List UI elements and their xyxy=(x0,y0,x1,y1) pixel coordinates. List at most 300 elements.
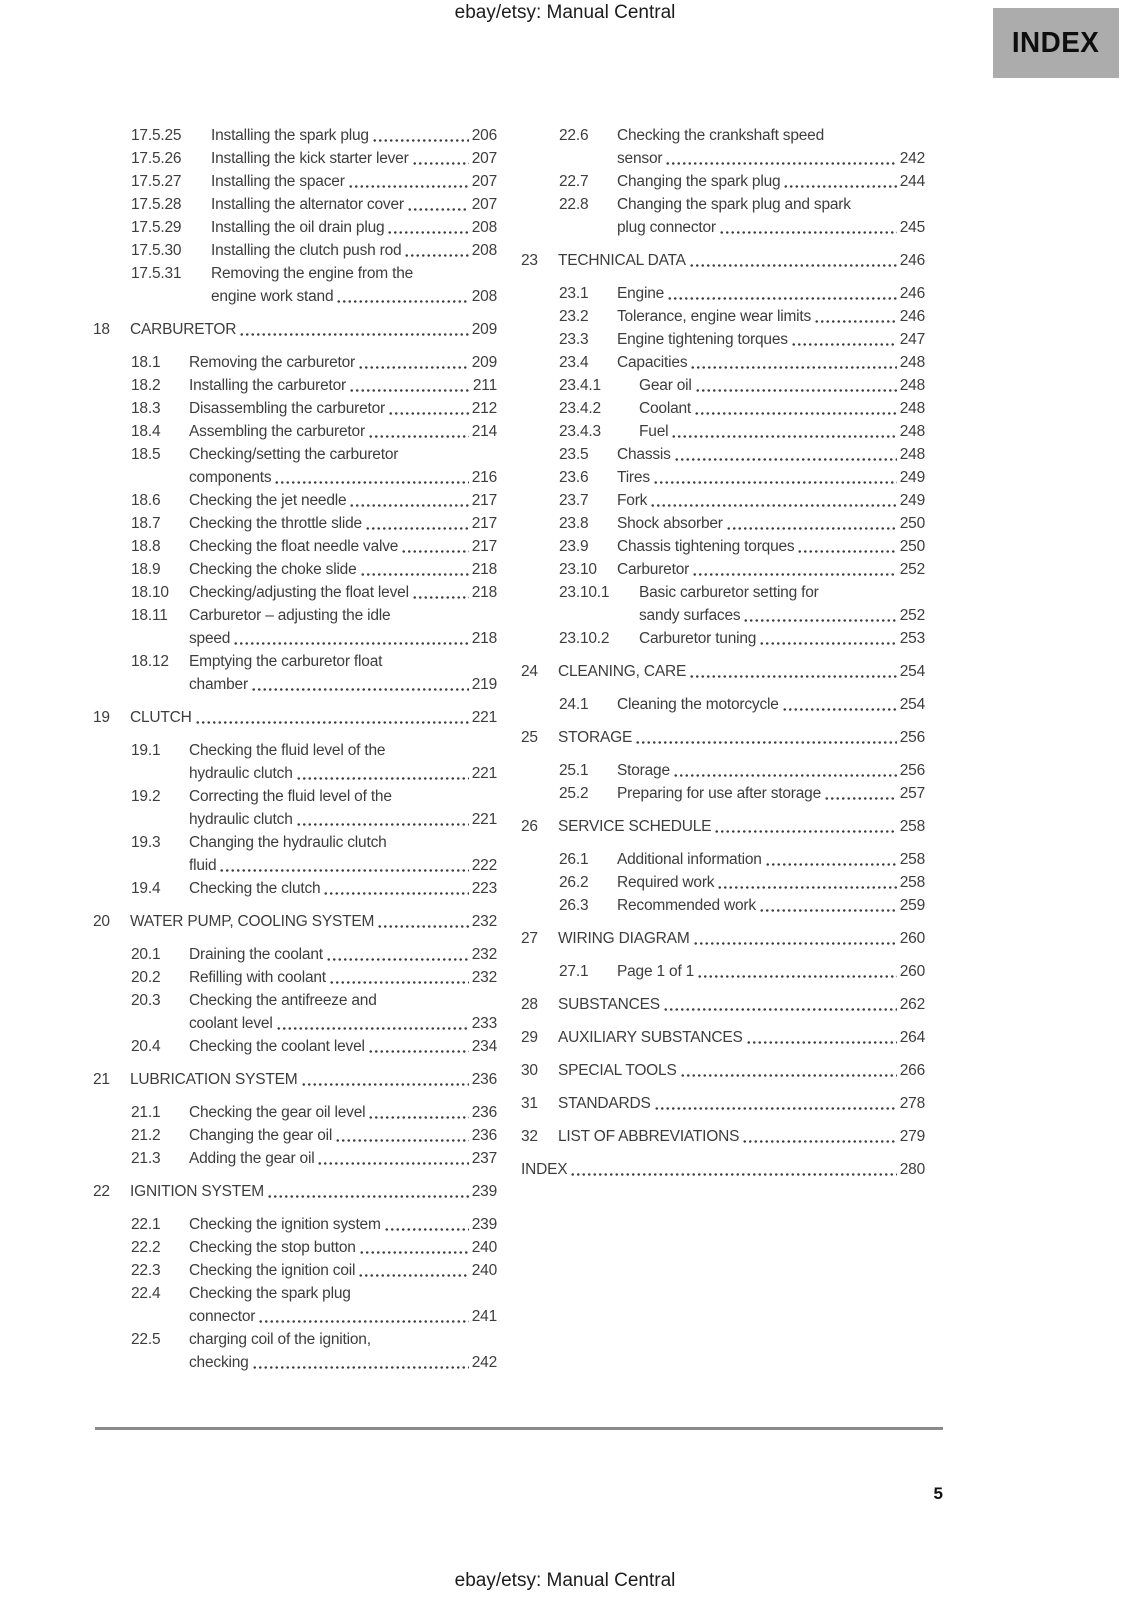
toc-columns xyxy=(93,124,925,1374)
toc-entry-body xyxy=(617,124,925,170)
toc-entry-title: LUBRICATION SYSTEM xyxy=(130,1071,298,1088)
toc-entry-body xyxy=(189,374,497,397)
dot-leader xyxy=(673,774,897,777)
toc-entry-number: 20.1 xyxy=(131,946,161,963)
toc-entry-lastline xyxy=(558,1125,925,1148)
toc-entry-row xyxy=(93,351,497,374)
toc-entry-number: 21 xyxy=(93,1071,110,1088)
toc-entry-body xyxy=(558,927,925,950)
toc-entry-body xyxy=(617,558,925,581)
toc-page-number: 239 xyxy=(471,1183,497,1200)
toc-entry-body xyxy=(211,124,497,147)
toc-entry-lastline xyxy=(189,351,497,374)
toc-entry-title: Changing the gear oil xyxy=(189,1127,333,1144)
toc-page-number: 278 xyxy=(899,1095,925,1112)
dot-leader xyxy=(387,231,468,234)
toc-page-number: 258 xyxy=(899,851,925,868)
toc-entry-number: 26 xyxy=(521,818,538,835)
toc-entry-title-line: Removing the engine from the xyxy=(211,265,414,282)
dot-leader xyxy=(765,863,897,866)
dot-leader xyxy=(372,139,469,142)
toc-entry-row xyxy=(521,282,925,305)
dot-leader xyxy=(317,1162,468,1165)
toc-entry-title: Capacities xyxy=(617,354,688,371)
toc-entry-row xyxy=(93,558,497,581)
toc-entry-title: INDEX xyxy=(521,1161,568,1178)
dot-leader xyxy=(650,504,897,507)
toc-entry-row xyxy=(521,466,925,489)
toc-page-number: 236 xyxy=(471,1104,497,1121)
dot-leader xyxy=(667,297,897,300)
toc-entry-lastline xyxy=(639,397,925,420)
dot-leader xyxy=(251,688,469,691)
toc-entry-body xyxy=(189,443,497,489)
toc-entry-number: 18.8 xyxy=(131,538,161,555)
toc-entry-lastline xyxy=(617,871,925,894)
toc-entry-number: 19 xyxy=(93,709,110,726)
dot-leader xyxy=(743,619,896,622)
toc-entry-row xyxy=(93,1236,497,1259)
toc-entry-title: Chassis xyxy=(617,446,671,463)
toc-entry-lastline xyxy=(189,1147,497,1170)
toc-chapter-row xyxy=(521,1059,925,1082)
toc-entry-row xyxy=(93,604,497,650)
toc-page-number: 232 xyxy=(471,969,497,986)
toc-entry-body xyxy=(189,420,497,443)
toc-page-number: 260 xyxy=(899,930,925,947)
toc-entry-row xyxy=(93,943,497,966)
toc-entry-lastline xyxy=(189,1124,497,1147)
toc-entry-number: 18.10 xyxy=(131,584,169,601)
toc-chapter-row xyxy=(521,1125,925,1148)
dot-leader xyxy=(348,185,469,188)
dot-leader xyxy=(258,1320,468,1323)
footer-title: ebay/etsy: Manual Central xyxy=(454,1570,676,1591)
toc-entry-title-line: Changing the hydraulic clutch xyxy=(189,834,387,851)
toc-entry-title: Checking the choke slide xyxy=(189,561,357,578)
toc-entry-title: components xyxy=(189,469,272,486)
toc-page-number: 246 xyxy=(899,252,925,269)
toc-entry-body xyxy=(189,1236,497,1259)
toc-entry-lastline xyxy=(617,759,925,782)
toc-entry-lastline xyxy=(617,466,925,489)
toc-entry-lastline xyxy=(617,960,925,983)
dot-leader xyxy=(665,162,896,165)
toc-page-number: 233 xyxy=(471,1015,497,1032)
toc-page-number: 221 xyxy=(471,709,497,726)
toc-page-number: 248 xyxy=(899,377,925,394)
toc-entry-body xyxy=(189,1259,497,1282)
toc-entry-title: Chassis tightening torques xyxy=(617,538,795,555)
toc-entry-row xyxy=(93,1124,497,1147)
toc-entry-lastline xyxy=(189,1351,497,1374)
toc-entry-lastline xyxy=(130,1180,497,1203)
dot-leader xyxy=(695,389,897,392)
toc-entry-number: 23.6 xyxy=(559,469,589,486)
dot-leader xyxy=(358,1274,468,1277)
toc-page-number: 244 xyxy=(899,173,925,190)
toc-entry-number: 22.4 xyxy=(131,1285,161,1302)
toc-entry-row xyxy=(521,693,925,716)
toc-entry-title: Engine tightening torques xyxy=(617,331,788,348)
dot-leader xyxy=(782,708,897,711)
toc-entry-number: 23.8 xyxy=(559,515,589,532)
toc-entry-body xyxy=(211,262,497,308)
toc-entry-number: 23.4.3 xyxy=(559,423,601,440)
dot-leader xyxy=(359,1251,469,1254)
dot-leader xyxy=(301,1083,469,1086)
toc-entry-row xyxy=(93,739,497,785)
toc-entry-title: Cleaning the motorcycle xyxy=(617,696,779,713)
toc-entry-row xyxy=(521,894,925,917)
toc-page-number: 249 xyxy=(899,492,925,509)
toc-entry-row xyxy=(521,124,925,170)
toc-entry-lastline xyxy=(639,374,925,397)
toc-entry-number: 25.1 xyxy=(559,762,589,779)
toc-entry-title: WATER PUMP, COOLING SYSTEM xyxy=(130,913,375,930)
toc-entry-number: 23.10.1 xyxy=(559,584,610,601)
toc-entry-row xyxy=(521,871,925,894)
dot-leader xyxy=(252,1366,469,1369)
dot-leader xyxy=(388,412,469,415)
toc-page-number: 252 xyxy=(899,607,925,624)
toc-entry-lastline xyxy=(617,894,925,917)
toc-entry-body xyxy=(189,1035,497,1058)
toc-page-number: 279 xyxy=(899,1128,925,1145)
toc-entry-title: Installing the carburetor xyxy=(189,377,346,394)
toc-entry-body xyxy=(130,1180,497,1203)
toc-entry-body xyxy=(189,1282,497,1328)
toc-entry-title: STORAGE xyxy=(558,729,633,746)
dot-leader xyxy=(326,958,469,961)
toc-chapter-row xyxy=(521,815,925,838)
toc-page-number: 234 xyxy=(471,1038,497,1055)
toc-entry-row xyxy=(93,966,497,989)
toc-page-number: 266 xyxy=(899,1062,925,1079)
toc-entry-body xyxy=(617,328,925,351)
toc-page-number: 237 xyxy=(471,1150,497,1167)
toc-page-number: 221 xyxy=(471,811,497,828)
toc-entry-title: AUXILIARY SUBSTANCES xyxy=(558,1029,743,1046)
toc-entry-title: Installing the oil drain plug xyxy=(211,219,385,236)
toc-entry-number: 18.5 xyxy=(131,446,161,463)
toc-entry-number: 32 xyxy=(521,1128,538,1145)
toc-entry-body xyxy=(617,282,925,305)
toc-entry-title: Carburetor xyxy=(617,561,690,578)
toc-entry-title-line: Checking the antifreeze and xyxy=(189,992,377,1009)
toc-entry-lastline xyxy=(211,285,497,308)
toc-page-number: 212 xyxy=(471,400,497,417)
toc-entry-title: Carburetor tuning xyxy=(639,630,757,647)
toc-entry-number: 18.9 xyxy=(131,561,161,578)
dot-leader xyxy=(407,208,469,211)
toc-entry-body xyxy=(130,706,497,729)
toc-page-number: 248 xyxy=(899,423,925,440)
toc-entry-number: 19.1 xyxy=(131,742,161,759)
toc-entry-lastline xyxy=(189,374,497,397)
toc-entry-title: CARBURETOR xyxy=(130,321,237,338)
toc-entry-title-line: Basic carburetor setting for xyxy=(639,584,819,601)
toc-entry-number: 17.5.25 xyxy=(131,127,182,144)
toc-page-number: 218 xyxy=(471,584,497,601)
dot-leader xyxy=(219,869,468,872)
toc-entry-number: 21.2 xyxy=(131,1127,161,1144)
toc-entry-title: sensor xyxy=(617,150,663,167)
toc-entry-title: CLUTCH xyxy=(130,709,192,726)
toc-page-number: 236 xyxy=(471,1071,497,1088)
toc-entry-body xyxy=(189,604,497,650)
toc-page-number: 264 xyxy=(899,1029,925,1046)
toc-entry-row xyxy=(93,147,497,170)
toc-entry-lastline xyxy=(617,693,925,716)
toc-page-number: 208 xyxy=(471,242,497,259)
toc-chapter-row xyxy=(521,660,925,683)
toc-entry-row xyxy=(521,374,925,397)
toc-page-number: 257 xyxy=(899,785,925,802)
toc-entry-title: Required work xyxy=(617,874,715,891)
toc-entry-title: Removing the carburetor xyxy=(189,354,355,371)
toc-chapter-row xyxy=(93,910,497,933)
toc-entry-body xyxy=(558,1059,925,1082)
toc-page-number: 246 xyxy=(899,308,925,325)
toc-page-number: 217 xyxy=(471,538,497,555)
toc-entry-number: 17.5.28 xyxy=(131,196,182,213)
dot-leader xyxy=(674,458,897,461)
toc-entry-row xyxy=(93,374,497,397)
toc-page-number: 242 xyxy=(471,1354,497,1371)
dot-leader xyxy=(276,1027,469,1030)
toc-chapter-row xyxy=(93,706,497,729)
toc-entry-row xyxy=(93,239,497,262)
toc-entry-body xyxy=(617,512,925,535)
toc-page-number: 211 xyxy=(472,377,497,394)
dot-leader xyxy=(694,412,897,415)
toc-entry-title: connector xyxy=(189,1308,256,1325)
toc-entry-number: 20.2 xyxy=(131,969,161,986)
toc-page-number: 241 xyxy=(471,1308,497,1325)
toc-entry-title-line: Correcting the fluid level of the xyxy=(189,788,392,805)
toc-chapter-row xyxy=(521,993,925,1016)
page-footer xyxy=(0,1570,1130,1592)
toc-entry-lastline xyxy=(558,815,925,838)
dot-leader xyxy=(349,389,470,392)
toc-entry-number: 19.3 xyxy=(131,834,161,851)
toc-entry-number: 18.6 xyxy=(131,492,161,509)
page-header xyxy=(0,2,1130,24)
toc-entry-lastline xyxy=(189,854,497,877)
toc-entry-row xyxy=(93,989,497,1035)
toc-page-number: 262 xyxy=(899,996,925,1013)
toc-page-number: 248 xyxy=(899,354,925,371)
toc-page-number: 206 xyxy=(471,127,497,144)
dot-leader xyxy=(404,254,468,257)
toc-page-number: 246 xyxy=(899,285,925,302)
toc-entry-row xyxy=(521,581,925,627)
toc-entry-row xyxy=(93,1328,497,1374)
toc-entry-lastline xyxy=(189,489,497,512)
toc-entry-lastline xyxy=(639,627,925,650)
toc-entry-number: 18.2 xyxy=(131,377,161,394)
toc-entry-number: 18.1 xyxy=(131,354,161,371)
toc-page-number: 253 xyxy=(899,630,925,647)
toc-entry-row xyxy=(93,1035,497,1058)
toc-entry-row xyxy=(93,1259,497,1282)
dot-leader xyxy=(368,435,469,438)
toc-entry-lastline xyxy=(189,535,497,558)
toc-entry-lastline xyxy=(558,1026,925,1049)
toc-entry-body xyxy=(617,848,925,871)
toc-entry-number: 22.6 xyxy=(559,127,589,144)
toc-entry-title: Checking/adjusting the float level xyxy=(189,584,409,601)
toc-entry-number: 20 xyxy=(93,913,110,930)
toc-entry-body xyxy=(617,894,925,917)
toc-entry-row xyxy=(521,960,925,983)
toc-entry-number: 31 xyxy=(521,1095,538,1112)
toc-entry-number: 23.10 xyxy=(559,561,597,578)
toc-entry-number: 23.9 xyxy=(559,538,589,555)
toc-entry-number: 22.2 xyxy=(131,1239,161,1256)
toc-entry-body xyxy=(189,650,497,696)
toc-entry-title: Checking the stop button xyxy=(189,1239,356,1256)
toc-chapter-row xyxy=(93,1068,497,1091)
toc-entry-row xyxy=(521,759,925,782)
dot-leader xyxy=(336,300,468,303)
toc-entry-lastline xyxy=(617,443,925,466)
dot-leader xyxy=(814,320,897,323)
toc-chapter-row xyxy=(521,249,925,272)
toc-entry-lastline xyxy=(189,1213,497,1236)
toc-entry-number: 28 xyxy=(521,996,538,1013)
toc-entry-body xyxy=(558,815,925,838)
toc-entry-lastline xyxy=(558,1059,925,1082)
toc-entry-lastline xyxy=(558,249,925,272)
toc-chapter-row xyxy=(521,1092,925,1115)
toc-entry-title: Additional information xyxy=(617,851,762,868)
toc-entry-title: Recommended work xyxy=(617,897,756,914)
dot-leader xyxy=(384,1228,469,1231)
dot-leader xyxy=(296,823,469,826)
toc-entry-number: 21.3 xyxy=(131,1150,161,1167)
toc-entry-row xyxy=(521,328,925,351)
toc-entry-title: Fuel xyxy=(639,423,669,440)
toc-page-number: 245 xyxy=(899,219,925,236)
toc-page-number: 207 xyxy=(471,196,497,213)
toc-entry-title-line: Emptying the carburetor float xyxy=(189,653,383,670)
toc-entry-title-line: Changing the spark plug and spark xyxy=(617,196,851,213)
dot-leader xyxy=(697,975,897,978)
toc-page-number: 217 xyxy=(471,492,497,509)
toc-entry-body xyxy=(617,466,925,489)
toc-entry-title: Checking the gear oil level xyxy=(189,1104,366,1121)
toc-entry-body xyxy=(558,726,925,749)
toc-entry-row xyxy=(93,216,497,239)
dot-leader xyxy=(717,886,896,889)
toc-entry-title: Tires xyxy=(617,469,650,486)
toc-page-number: 256 xyxy=(899,762,925,779)
toc-entry-title: Engine xyxy=(617,285,665,302)
toc-entry-lastline xyxy=(211,124,497,147)
toc-page-number: 249 xyxy=(899,469,925,486)
toc-entry-lastline xyxy=(130,1068,497,1091)
toc-page-number: 208 xyxy=(471,219,497,236)
toc-entry-title: Coolant xyxy=(639,400,692,417)
toc-entry-row xyxy=(93,1282,497,1328)
toc-entry-lastline xyxy=(558,927,925,950)
toc-entry-lastline xyxy=(617,782,925,805)
dot-leader xyxy=(274,481,468,484)
toc-page-number: 208 xyxy=(471,288,497,305)
toc-entry-row xyxy=(93,170,497,193)
toc-entry-body xyxy=(639,397,925,420)
toc-entry-title: Checking the float needle valve xyxy=(189,538,399,555)
toc-entry-row xyxy=(93,262,497,308)
toc-entry-body xyxy=(189,831,497,877)
toc-entry-body xyxy=(189,943,497,966)
toc-entry-row xyxy=(93,193,497,216)
toc-entry-title-line: charging coil of the ignition, xyxy=(189,1331,371,1348)
toc-entry-title: Installing the clutch push rod xyxy=(211,242,402,259)
toc-entry-lastline xyxy=(189,1259,497,1282)
toc-entry-body xyxy=(130,1068,497,1091)
toc-entry-body xyxy=(189,739,497,785)
toc-entry-title: Page 1 of 1 xyxy=(617,963,695,980)
toc-page-number: 280 xyxy=(899,1161,925,1178)
toc-page-number: 216 xyxy=(471,469,497,486)
toc-entry-lastline xyxy=(617,535,925,558)
toc-entry-body xyxy=(617,489,925,512)
toc-entry-title: Adding the gear oil xyxy=(189,1150,315,1167)
toc-entry-title: TECHNICAL DATA xyxy=(558,252,686,269)
toc-entry-number: 18.11 xyxy=(131,607,168,624)
toc-entry-lastline xyxy=(189,397,497,420)
header-title: ebay/etsy: Manual Central xyxy=(454,2,676,23)
toc-entry-body xyxy=(189,512,497,535)
toc-entry-number: 23.10.2 xyxy=(559,630,610,647)
toc-entry-title: SERVICE SCHEDULE xyxy=(558,818,712,835)
dot-leader xyxy=(329,981,469,984)
toc-entry-body xyxy=(639,374,925,397)
toc-entry-lastline xyxy=(189,1035,497,1058)
toc-entry-number: 22.5 xyxy=(131,1331,161,1348)
toc-entry-body xyxy=(617,193,925,239)
toc-entry-body xyxy=(639,627,925,650)
toc-entry-body xyxy=(521,1158,925,1181)
toc-page-number: 260 xyxy=(899,963,925,980)
toc-entry-number: 20.4 xyxy=(131,1038,161,1055)
toc-entry-title-line: Carburetor – adjusting the idle xyxy=(189,607,391,624)
toc-entry-lastline xyxy=(639,604,925,627)
toc-entry-number: 18.4 xyxy=(131,423,161,440)
toc-entry-lastline xyxy=(558,726,925,749)
toc-entry-row xyxy=(521,558,925,581)
toc-entry-body xyxy=(189,785,497,831)
toc-entry-body xyxy=(189,1101,497,1124)
toc-entry-lastline xyxy=(617,558,925,581)
toc-entry-title: Installing the kick starter lever xyxy=(211,150,409,167)
dot-leader xyxy=(663,1008,897,1011)
toc-entry-lastline xyxy=(189,762,497,785)
dot-leader xyxy=(719,231,897,234)
toc-entry-lastline xyxy=(189,808,497,831)
toc-page-number: 221 xyxy=(471,765,497,782)
toc-entry-number: 23.1 xyxy=(559,285,589,302)
toc-entry-number: 22.1 xyxy=(131,1216,161,1233)
toc-entry-number: 17.5.29 xyxy=(131,219,182,236)
dot-leader xyxy=(671,435,896,438)
toc-entry-lastline xyxy=(189,943,497,966)
dot-leader xyxy=(360,573,469,576)
toc-entry-title: Preparing for use after storage xyxy=(617,785,822,802)
